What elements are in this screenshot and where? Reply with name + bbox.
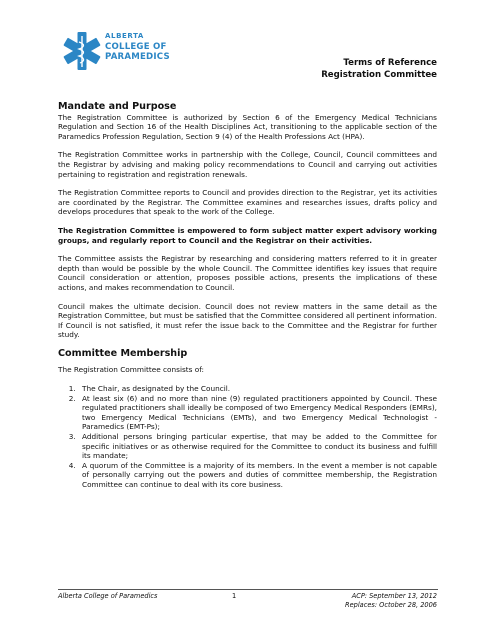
title-line-2: Registration Committee xyxy=(321,70,437,80)
list-item: 1. The Chair, as designated by the Council. xyxy=(78,384,437,394)
mandate-paragraph-1: The Registration Committee is authorized by Section 6 of the Emergency Medical Technicians Regulation and Section 16 of the Health Disciplines Act, transitioning to the applicable section of the Paramedics Profession Regulation, Section 9 (4) of the Health Professions Act (HPA). xyxy=(58,112,437,141)
title-line-1: Terms of Reference xyxy=(343,58,437,68)
footer-org: Alberta College of Paramedics xyxy=(58,592,158,600)
page-number: 1 xyxy=(232,592,237,600)
footer-replaces-date: Replaces: October 28, 2006 xyxy=(345,601,437,609)
document-title xyxy=(321,57,437,81)
mandate-paragraph-3: The Registration Committee reports to Council and provides direction to the Registrar, yet its activities are coordinated by the Registrar. The Committee examines and researches issues, drafts policy and develops procedures that speak to the work of the College. xyxy=(58,188,437,217)
list-item: 4. A quorum of the Committee is a majority of its members. In the event a member is not capable of personally carrying out the powers and duties of committee membership, the Registration Committee can continue to deal with its core business. xyxy=(78,461,437,490)
star-of-life-icon xyxy=(61,28,103,74)
mandate-paragraph-4: The Registration Committee is empowered to form subject matter expert advisory working groups, and regularly report to Council and the Registrar on their activities. xyxy=(58,225,437,245)
document-body xyxy=(58,102,437,490)
logo-line-3: PARAMEDICS xyxy=(105,52,170,62)
logo-line-2: COLLEGE OF xyxy=(105,41,167,52)
footer-dates xyxy=(345,592,437,610)
membership-list xyxy=(58,384,437,490)
mandate-paragraph-2: The Registration Committee works in partnership with the College, Council, Council committees and the Registrar by advising and making policy recommendations to Council and carrying out activities pertaining to registration and registration renewals. xyxy=(58,150,437,179)
footer-acp-date: ACP: September 13, 2012 xyxy=(351,592,437,600)
college-logo xyxy=(61,28,211,74)
membership-heading: Committee Membership xyxy=(58,347,188,359)
mandate-paragraph-5: The Committee assists the Registrar by researching and considering matters referred to it in greater depth than would be possible by the whole Council. The Committee identifies key issues that require Council consideration or attention, proposes possible actions, presents the implications of these actions, and makes recommendation to Council. xyxy=(58,254,437,292)
footer-divider xyxy=(58,589,438,590)
mandate-paragraph-6: Council makes the ultimate decision. Council does not review matters in the same detail as the Registration Committee, but must be satisfied that the Committee considered all pertinent information. If Council is not satisfied, it must refer the issue back to the Committee and the Registrar for further study. xyxy=(58,301,437,340)
logo-line-1: ALBERTA xyxy=(105,32,144,40)
mandate-heading: Mandate and Purpose xyxy=(58,101,177,112)
membership-intro: The Registration Committee consists of: xyxy=(58,365,204,375)
list-item: 2. At least six (6) and no more than nine (9) regulated practitioners appointed by Council. These regulated practitioners shall ideally be composed of two Emergency Medical Responders (EMRs), two Emergency Medical Technicians (EMTs), and two Emergency Medical Technologist - Paramedics (EMT-Ps); xyxy=(78,394,437,432)
list-item: 3. Additional persons bringing particular expertise, that may be added to the Committee for specific initiatives or as otherwise required for the Committee to conduct its business and fulfill its mandate; xyxy=(78,432,437,461)
